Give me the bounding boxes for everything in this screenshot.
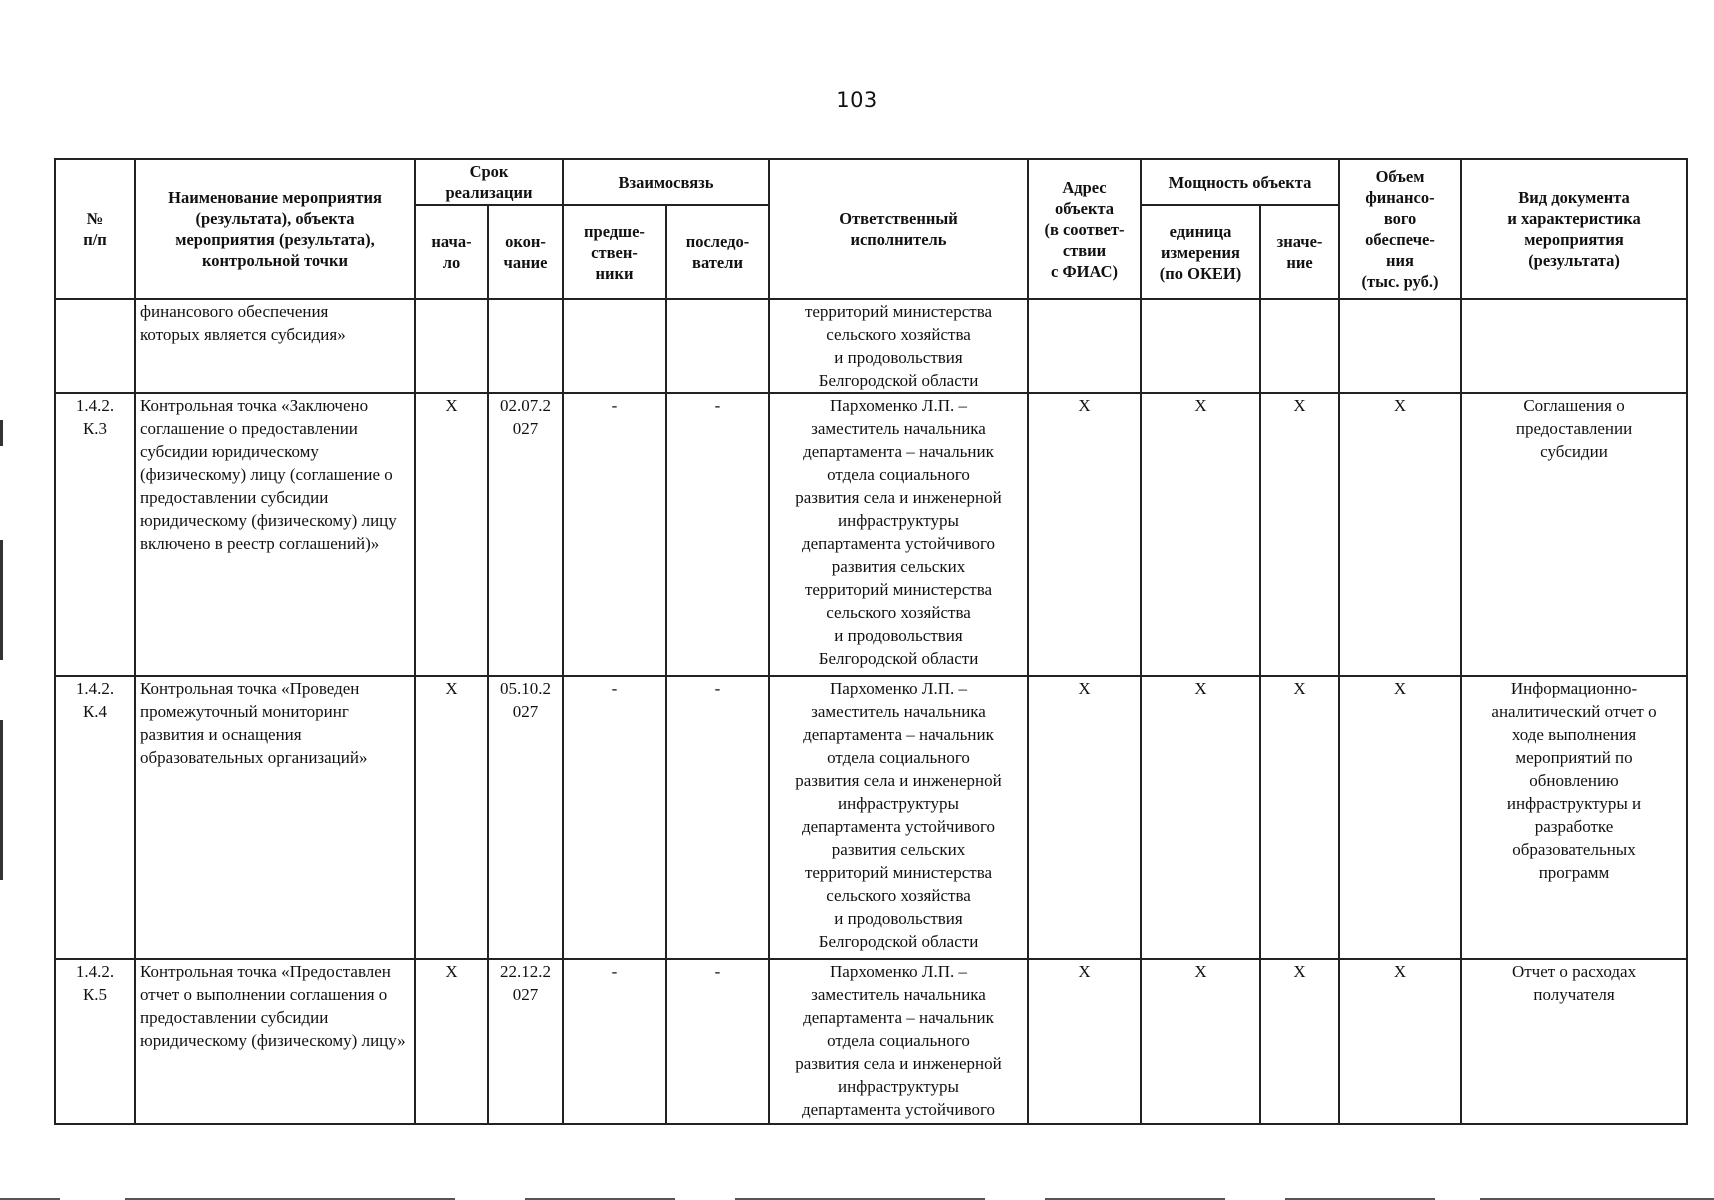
row-address: X — [1028, 959, 1141, 1124]
row-responsible: Пархоменко Л.П. – заместитель начальника департамента – начальник отдела социального развития села и инженерной инфраструктуры департамента устойчивого развития сельских территорий министерства сельского хозяйства и продовольствия Белгородской области — [769, 393, 1028, 676]
table-row — [55, 299, 1687, 393]
row-responsible: Пархоменко Л.П. – заместитель начальника департамента – начальник отдела социального развития села и инженерной инфраструктуры департамента устойчивого — [769, 959, 1028, 1124]
row-num: 1.4.2. К.3 — [55, 393, 135, 676]
table-row — [55, 959, 1687, 1124]
row-finance: X — [1339, 676, 1461, 959]
scan-margin-mark — [0, 540, 3, 660]
row-next: - — [666, 393, 769, 676]
row-name: Контрольная точка «Предоставлен отчет о выполнении соглашения о предоставлении субсидии юридическому (физическому) лицу» — [135, 959, 415, 1124]
row-value: X — [1260, 676, 1339, 959]
row-prev: - — [563, 393, 666, 676]
header-rel-prev: предше- ствен- ники — [563, 205, 666, 299]
row-unit: X — [1141, 676, 1260, 959]
row-start: X — [415, 393, 488, 676]
header-finance: Объем финансо- вого обеспече- ния (тыс. руб.) — [1339, 159, 1461, 299]
row-end: 22.12.2 027 — [488, 959, 563, 1124]
row-end: 05.10.2 027 — [488, 676, 563, 959]
row-name: Контрольная точка «Заключено соглашение о предоставлении субсидии юридическому (физическому) лицу (соглашение о предоставлении субсидии юридическому (физическому) лицу включено в реестр соглашений)» — [135, 393, 415, 676]
row-doc: Соглашения о предоставлении субсидии — [1461, 393, 1687, 676]
header-relation: Взаимосвязь — [563, 159, 769, 205]
row-finance — [1339, 299, 1461, 393]
header-address: Адрес объекта (в соответ- ствии с ФИАС) — [1028, 159, 1141, 299]
row-unit: X — [1141, 959, 1260, 1124]
row-address: X — [1028, 676, 1141, 959]
row-name: финансового обеспечения которых является субсидия» — [135, 299, 415, 393]
row-end: 02.07.2 027 — [488, 393, 563, 676]
row-start — [415, 299, 488, 393]
row-doc: Информационно- аналитический отчет о ходе выполнения мероприятий по обновлению инфраструктуры и разработке образовательных программ — [1461, 676, 1687, 959]
row-responsible: Пархоменко Л.П. – заместитель начальника департамента – начальник отдела социального развития села и инженерной инфраструктуры департамента устойчивого развития сельских территорий министерства сельского хозяйства и продовольствия Белгородской области — [769, 676, 1028, 959]
table-header — [55, 159, 1687, 299]
row-start: X — [415, 959, 488, 1124]
header-term-start: нача- ло — [415, 205, 488, 299]
row-doc: Отчет о расходах получателя — [1461, 959, 1687, 1124]
row-doc — [1461, 299, 1687, 393]
scan-margin-mark — [0, 420, 3, 446]
table-row — [55, 393, 1687, 676]
row-num: 1.4.2. К.4 — [55, 676, 135, 959]
row-value: X — [1260, 393, 1339, 676]
header-responsible: Ответственный исполнитель — [769, 159, 1028, 299]
row-unit — [1141, 299, 1260, 393]
header-capacity: Мощность объекта — [1141, 159, 1339, 205]
table-row — [55, 676, 1687, 959]
row-responsible: территорий министерства сельского хозяйства и продовольствия Белгородской области — [769, 299, 1028, 393]
header-term: Срок реализации — [415, 159, 563, 205]
row-start: X — [415, 676, 488, 959]
activities-table — [54, 158, 1688, 1125]
row-finance: X — [1339, 393, 1461, 676]
row-next — [666, 299, 769, 393]
row-finance: X — [1339, 959, 1461, 1124]
row-end — [488, 299, 563, 393]
header-name: Наименование мероприятия (результата), объекта мероприятия (результата), контрольной точки — [135, 159, 415, 299]
row-value — [1260, 299, 1339, 393]
row-address: X — [1028, 393, 1141, 676]
row-num: 1.4.2. К.5 — [55, 959, 135, 1124]
header-term-end: окон- чание — [488, 205, 563, 299]
header-num: № п/п — [55, 159, 135, 299]
header-cap-unit: единица измерения (по ОКЕИ) — [1141, 205, 1260, 299]
row-address — [1028, 299, 1141, 393]
header-cap-value: значе- ние — [1260, 205, 1339, 299]
header-rel-next: последо- ватели — [666, 205, 769, 299]
row-name: Контрольная точка «Проведен промежуточный мониторинг развития и оснащения образовательных организаций» — [135, 676, 415, 959]
row-prev: - — [563, 676, 666, 959]
row-next: - — [666, 959, 769, 1124]
row-prev: - — [563, 959, 666, 1124]
row-value: X — [1260, 959, 1339, 1124]
row-prev — [563, 299, 666, 393]
row-unit: X — [1141, 393, 1260, 676]
row-next: - — [666, 676, 769, 959]
row-num — [55, 299, 135, 393]
header-doc-type: Вид документа и характеристика мероприятия (результата) — [1461, 159, 1687, 299]
page-number: 103 — [836, 88, 878, 112]
scan-margin-mark — [0, 720, 3, 880]
